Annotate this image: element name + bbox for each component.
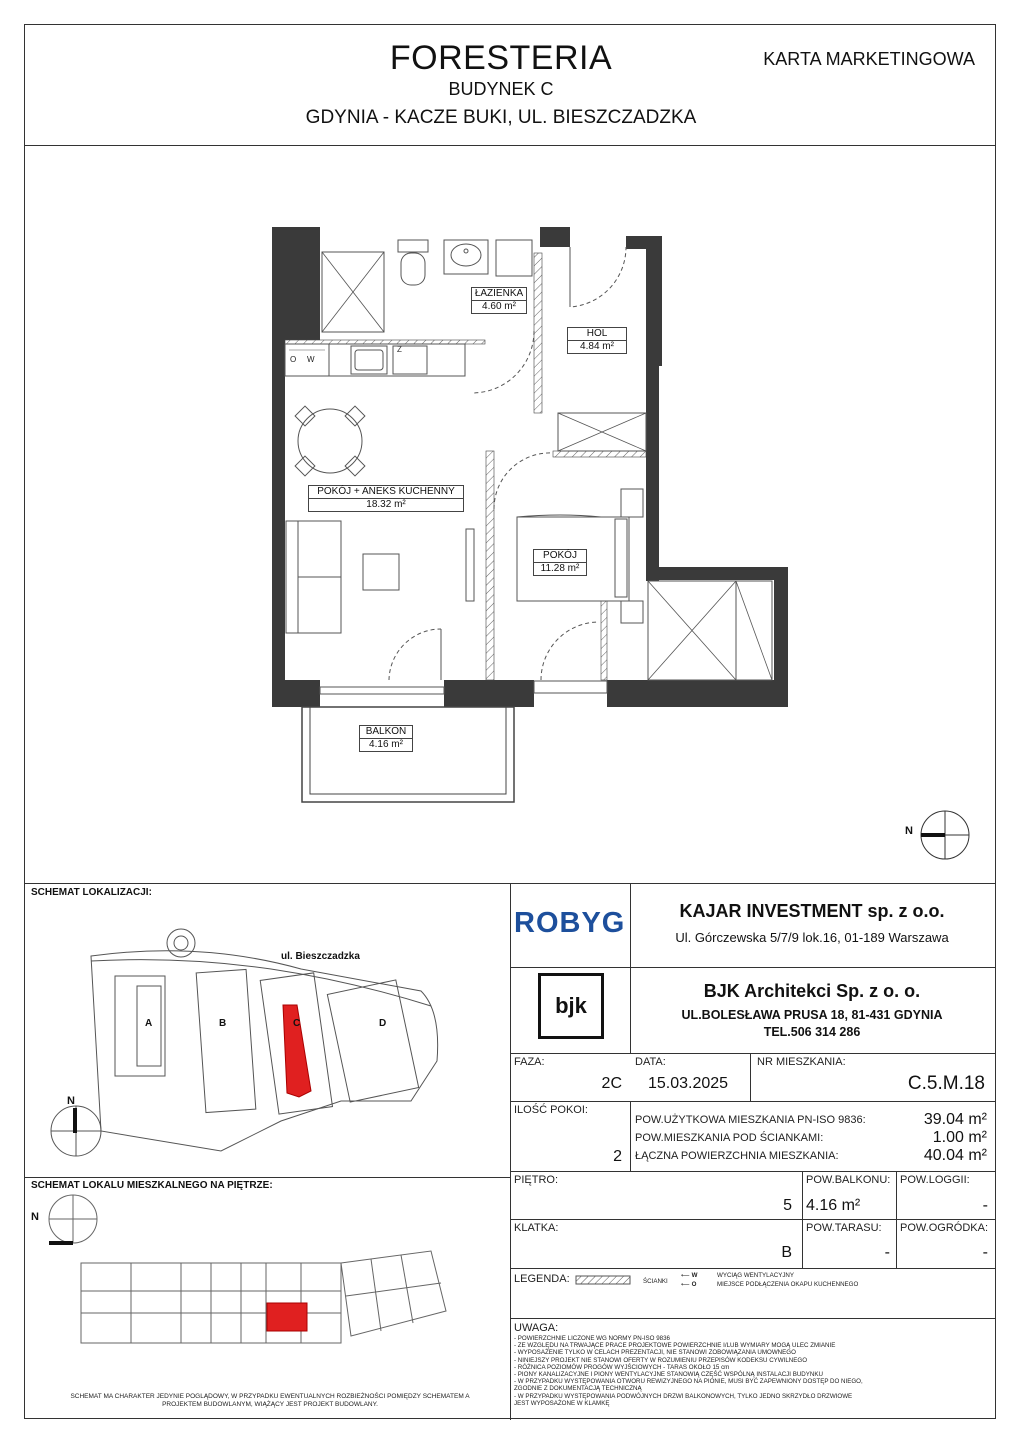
location-map: [25, 901, 509, 1177]
pow-pod-scianami-value: 1.00 m²: [932, 1129, 987, 1146]
legend-label: LEGENDA:: [514, 1273, 570, 1285]
legend-walls: ŚCIANKI: [643, 1278, 668, 1285]
legend-w-text: WYCIĄG WENTYLACYJNY: [717, 1272, 795, 1279]
wall-west: [272, 227, 285, 707]
hood-mark: O: [290, 355, 297, 364]
floor-schema-map: [25, 1191, 509, 1391]
faza-value: 2C: [601, 1075, 622, 1092]
legend-o-text: MIEJSCE PODŁĄCZENIA OKAPU KUCHENNEGO: [717, 1281, 859, 1288]
building-b-label: B: [219, 1018, 227, 1029]
faza-label: FAZA:: [514, 1056, 545, 1068]
nr-value: C.5.M.18: [907, 1073, 985, 1094]
note-line: JEST WYPOSAŻONE W KLAMKĘ: [514, 1399, 610, 1407]
highlighted-apartment: [267, 1303, 307, 1331]
legend-w-arrow: ⟵ W: [681, 1272, 698, 1279]
nr-label: NR MIESZKANIA:: [757, 1056, 846, 1068]
bjk-logo-text: bjk: [555, 993, 587, 1018]
project-address: GDYNIA - KACZE BUKI, UL. BIESZCZADZKA: [305, 107, 697, 128]
architect-address: UL.BOLESŁAWA PRUSA 18, 81-431 GDYNIA: [681, 1008, 943, 1022]
note-line: - W PRZYPADKU WYSTĘPOWANIA OTWORU REWIZYJNEGO NA PIONIE, MUSI BYĆ ZAPEWNIONY DOSTĘP DO NIEGO,: [514, 1378, 863, 1386]
pokoje-label: ILOŚĆ POKOI:: [514, 1104, 588, 1116]
note-line: - W PRZYPADKU WYSTĘPOWANIA PODWÓJNYCH DRZWI BALKONOWYCH, TYLKO JEDNO SKRZYDŁO DRZWIOWE: [514, 1392, 853, 1400]
floor-schema-disclaimer: SCHEMAT MA CHARAKTER JEDYNIE POGLĄDOWY, W PRZYPADKU EWENTUALNYCH ROZBIEŻNOŚCI POMIĘDZY SCHEMATEM A PROJEKTEM BUDOWLANYM, WIĄŻĄCY JEST PROJEKT BUDOWLANY.: [70, 1393, 470, 1408]
pow-pod-scianami-label: POW.MIESZKANIA POD ŚCIANKAMI:: [635, 1132, 824, 1144]
balkon-value: 4.16 m²: [806, 1197, 861, 1214]
note-line: ZGODNIE Z DOKUMENTACJĄ TECHNICZNĄ: [514, 1385, 642, 1393]
note-line: - ZE WZGLĘDU NA TRWAJĄCE PRACE PROJEKTOWE POWIERZCHNIE I/LUB WYMIARY MOGĄ ULEC ZMIANIE: [514, 1342, 836, 1350]
compass-plan: [905, 809, 975, 865]
fridge-mark: Z: [397, 345, 402, 354]
balkon-label: POW.BALKONU:: [806, 1174, 891, 1186]
note-line: - RÓŻNICA POZIOMÓW PROGÓW WYJŚCIOWYCH - TARAS OKOŁO 15 cm: [514, 1363, 730, 1371]
legend-o-arrow: ⟵ O: [681, 1281, 697, 1288]
building-c-label: C: [293, 1018, 301, 1029]
data-value: 15.03.2025: [648, 1075, 729, 1092]
architect-name: BJK Architekci Sp. z o. o.: [703, 981, 921, 1001]
project-title: FORESTERIA: [389, 39, 613, 77]
notes-label: UWAGA:: [514, 1322, 559, 1334]
data-label: DATA:: [635, 1056, 666, 1068]
street-label: ul. Bieszczadzka: [281, 951, 360, 962]
room-bedroom: POKÓJ 11.28 m²: [533, 549, 587, 576]
floor-schema-title: SCHEMAT LOKALU MIESZKALNEGO NA PIĘTRZE:: [31, 1180, 273, 1191]
laczna-label: ŁĄCZNA POWIERZCHNIA MIESZKANIA:: [635, 1150, 839, 1162]
pietro-value: 5: [783, 1197, 792, 1214]
taras-label: POW.TARASU:: [806, 1222, 882, 1234]
building-d-label: D: [379, 1018, 387, 1029]
architect-phone: TEL.506 314 286: [763, 1025, 861, 1039]
klatka-value: B: [781, 1244, 792, 1261]
pow-uzytkowa-label: POW.UŻYTKOWA MIESZKANIA PN-ISO 9836:: [635, 1114, 866, 1126]
robyg-logo: ROBYG: [514, 907, 626, 939]
location-title: SCHEMAT LOKALIZACJI:: [31, 887, 152, 898]
note-line: - PIONY KANALIZACYJNE I PIONY WENTYLACYJNE STANOWIĄ CZĘŚĆ WSPÓLNĄ INSTALACJI BUDYNKU: [514, 1371, 823, 1379]
marketing-card-sheet: [24, 24, 996, 1419]
ogrodek-value: -: [982, 1244, 988, 1261]
room-living-kitchen: POKÓJ + ANEKS KUCHENNY 18.32 m²: [308, 485, 464, 512]
pow-uzytkowa-value: 39.04 m²: [923, 1111, 987, 1128]
floor-schema-north: N: [31, 1211, 39, 1223]
room-bathroom: ŁAZIENKA 4.60 m²: [471, 287, 527, 314]
legend-o-code: O: [691, 1281, 697, 1288]
room-balcony: BALKON 4.16 m²: [359, 725, 413, 752]
notes-list: [514, 1335, 989, 1407]
room-hall: HOL 4.84 m²: [567, 327, 627, 354]
location-north: N: [67, 1095, 75, 1107]
bjk-logo: [538, 973, 604, 1039]
floor-plan: [25, 146, 995, 883]
legend-w-code: W: [691, 1272, 698, 1279]
legend-wall-swatch: [575, 1275, 631, 1285]
building-name: BUDYNEK C: [448, 79, 554, 99]
taras-value: -: [884, 1244, 890, 1261]
ogrodek-label: POW.OGRÓDKA:: [900, 1222, 989, 1234]
pokoje-value: 2: [613, 1148, 622, 1165]
building-a-label: A: [145, 1018, 153, 1029]
loggia-label: POW.LOGGII:: [900, 1174, 970, 1186]
card-type: KARTA MARKETINGOWA: [763, 49, 975, 69]
investor-address: Ul. Górczewska 5/7/9 lok.16, 01-189 Warszawa: [675, 930, 949, 945]
investor-name: KAJAR INVESTMENT sp. z o.o.: [679, 901, 945, 921]
klatka-label: KLATKA:: [514, 1222, 559, 1234]
pietro-label: PIĘTRO:: [514, 1174, 559, 1186]
loggia-value: -: [982, 1197, 988, 1214]
note-line: - WYPOSAŻENIE TYLKO W CELACH PREZENTACJI, NIE STANOWI ZOBOWIĄZANIA UMOWNEGO: [514, 1349, 796, 1357]
note-line: - POWIERZCHNIE LICZONE WG NORMY PN-ISO 9836: [514, 1335, 670, 1342]
laczna-value: 40.04 m²: [923, 1147, 987, 1164]
vent-mark: W: [307, 355, 315, 364]
note-line: - NINIEJSZY PROJEKT NIE STANOWI OFERTY W ROZUMIENIU PRZEPISÓW KODEKSU CYWILNEGO: [514, 1356, 808, 1364]
compass-plan-north: N: [905, 825, 913, 837]
